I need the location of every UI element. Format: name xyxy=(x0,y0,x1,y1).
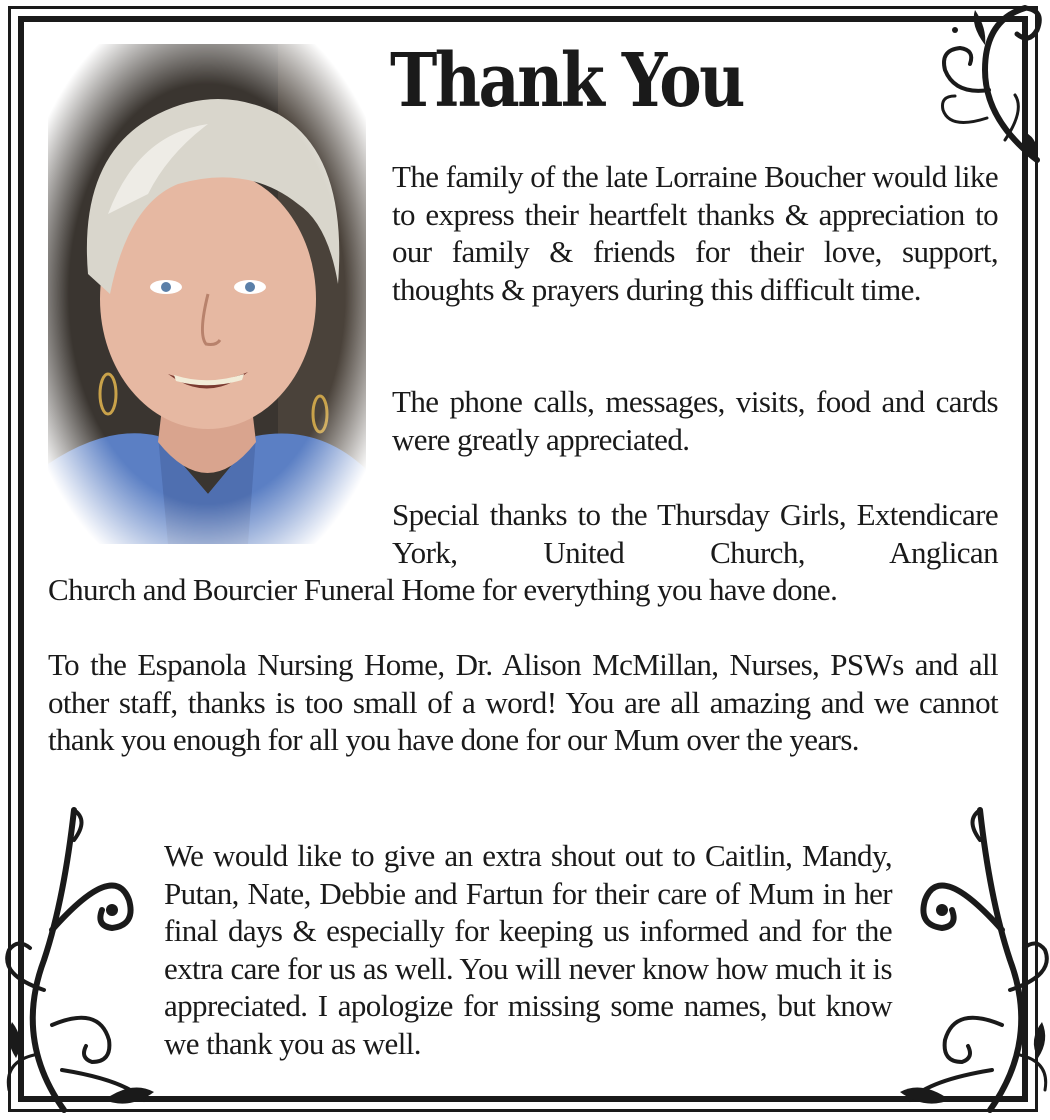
flourish-bottom-right-icon xyxy=(890,800,1050,1118)
flourish-bottom-left-icon xyxy=(4,800,164,1118)
portrait-photo xyxy=(48,44,366,544)
paragraph-nursing-home: To the Espanola Nursing Home, Dr. Alison McMillan, Nurses, PSWs and all other staff, thanks is too small of a word! You are all amazing and we cannot thank you enough for all you have done for our Mum over the years. xyxy=(48,647,998,757)
page-title: Thank You xyxy=(390,38,743,124)
paragraph-special-thanks: Special thanks to the Thursday Girls, Extendicare York, United Church, Anglican xyxy=(392,497,998,570)
paragraph-appreciation: The phone calls, messages, visits, food and cards were greatly appreciated. xyxy=(392,384,998,457)
flourish-top-right-icon xyxy=(925,0,1047,165)
paragraph-special-thanks-continued: Church and Bourcier Funeral Home for everything you have done. xyxy=(48,572,838,607)
paragraph-family-thanks: The family of the late Lorraine Boucher would like to express their heartfelt thanks & appreciation to our family & friends for their love, support, thoughts & prayers during this difficult time. xyxy=(392,159,998,307)
paragraph-shout-out: We would like to give an extra shout out to Caitlin, Mandy, Putan, Nate, Debbie and Fartun for their care of Mum in her final days & especially for keeping us informed and for the extra care for us as well. You will never know how much it is appreciated. I apologize for missing some names, but know we thank you as well. xyxy=(164,838,892,1061)
